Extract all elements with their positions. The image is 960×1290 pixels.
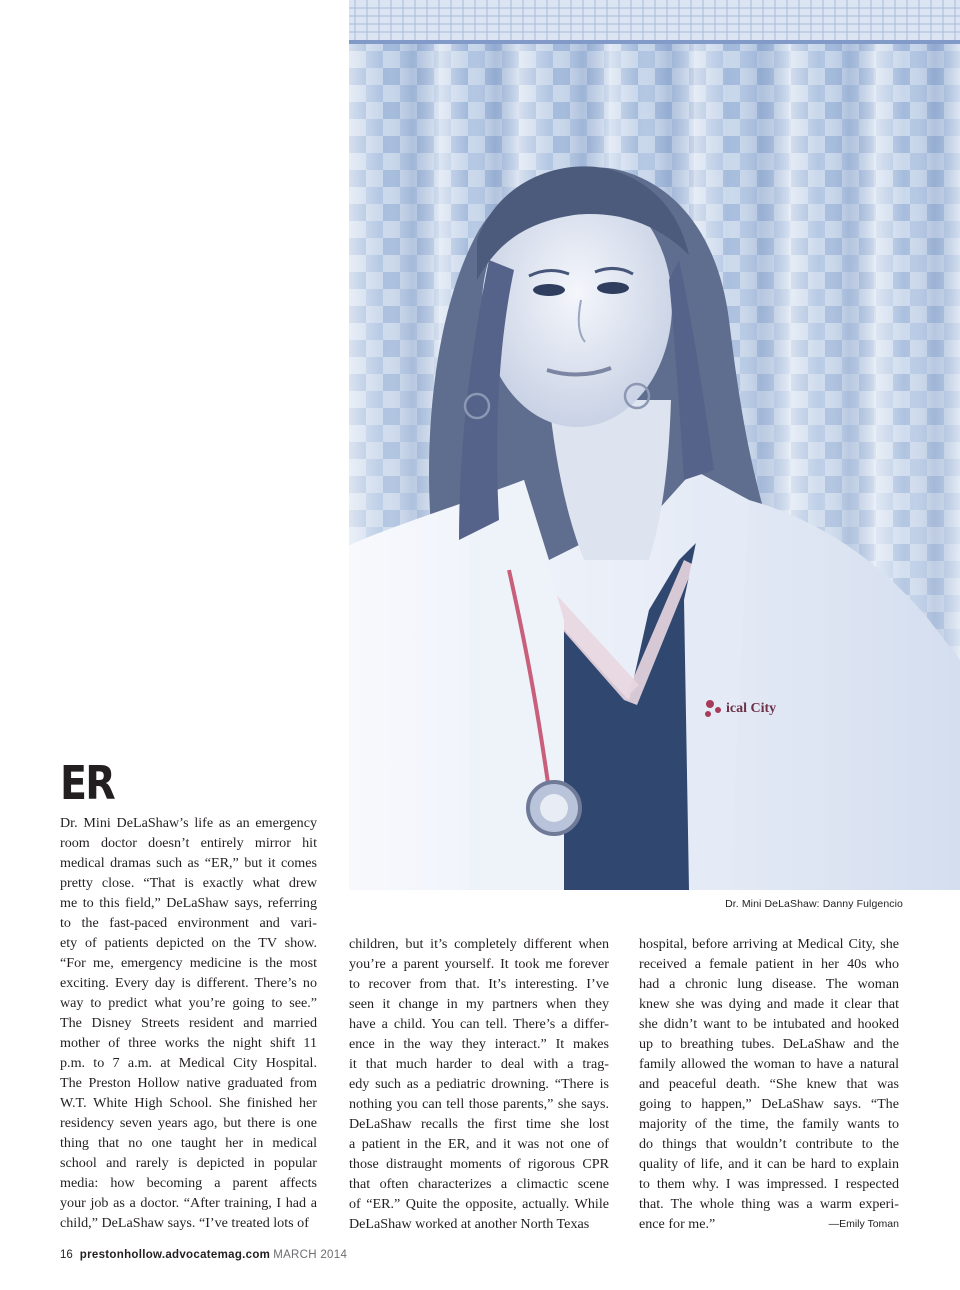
body-line: that. The whole thing was a warm experi-	[639, 1196, 899, 1212]
body-line: going to happen,” DeLaShaw says. “The	[639, 1096, 899, 1112]
body-line: thing that no one taught her in medical	[60, 1135, 317, 1151]
body-column-3	[639, 934, 899, 1234]
body-line: received a female patient in her 40s who	[639, 956, 899, 972]
body-line: way to predict what you’re going to see.”	[60, 995, 317, 1011]
body-line: residency seven years ago, but there is one	[60, 1115, 317, 1131]
body-line: have a child. You can tell. There’s a differ-	[349, 1016, 609, 1032]
body-line: children, but it’s completely different when	[349, 936, 609, 952]
body-line: and peaceful death. “She knew that was	[639, 1076, 899, 1092]
body-line: you’re a parent yourself. It took me forever	[349, 956, 609, 972]
page-number: 16	[60, 1249, 73, 1261]
body-line: Dr. Mini DeLaShaw’s life as an emergency	[60, 815, 317, 831]
body-line: of “ER.” Quite the opposite, actually. While	[349, 1196, 609, 1212]
body-line: exciting. Every day is different. There’s no	[60, 975, 317, 991]
body-line: edy such as a pediatric drowning. “There is	[349, 1076, 609, 1092]
body-line: nothing you can tell those parents,” she says.	[349, 1096, 609, 1112]
body-line: media: how becoming a parent affects	[60, 1175, 317, 1191]
body-line: those distraught moments of rigorous CPR	[349, 1156, 609, 1172]
body-column-1	[60, 813, 317, 1233]
body-line: room doctor doesn’t entirely mirror hit	[60, 835, 317, 851]
body-line: majority of the time, the family wants to	[639, 1116, 899, 1132]
page-footer	[60, 1249, 347, 1261]
article-headline: ER	[60, 756, 115, 810]
author-byline: —Emily Toman	[828, 1218, 899, 1230]
body-line: up to breathing tubes. DeLaShaw and the	[639, 1036, 899, 1052]
body-line: to the fast-paced environment and vari-	[60, 915, 317, 931]
body-line: DeLaShaw recalls the first time she lost	[349, 1116, 609, 1132]
body-line: “For me, emergency medicine is the most	[60, 955, 317, 971]
body-line: The Disney Streets resident and married	[60, 1015, 317, 1031]
body-line: p.m. to 7 a.m. at Medical City Hospital.	[60, 1055, 317, 1071]
body-line: ety of patients depicted on the TV show.	[60, 935, 317, 951]
body-line: that often characterizes a climactic scene	[349, 1176, 609, 1192]
body-line: seen it change in my partners when they	[349, 996, 609, 1012]
body-line: mother of three works the night shift 11	[60, 1035, 317, 1051]
body-line: school and rarely is depicted in popular	[60, 1155, 317, 1171]
body-line: ence for me.”	[639, 1216, 716, 1232]
body-line: to recover from that. It’s interesting. I’ve	[349, 976, 609, 992]
body-line: ence in the way they interact.” It makes	[349, 1036, 609, 1052]
photo-caption: Dr. Mini DeLaShaw: Danny Fulgencio	[725, 898, 903, 910]
body-line: quality of life, and it can be hard to explain	[639, 1156, 899, 1172]
body-line: medical dramas such as “ER,” but it comes	[60, 855, 317, 871]
body-line: W.T. White High School. She finished her	[60, 1095, 317, 1111]
issue-date: MARCH 2014	[273, 1249, 348, 1261]
body-line: a patient in the ER, and it was not one of	[349, 1136, 609, 1152]
website-url: prestonhollow.advocatemag.com	[79, 1249, 271, 1261]
body-line: do things that wouldn’t contribute to the	[639, 1136, 899, 1152]
body-line: to them why. I was impressed. I respected	[639, 1176, 899, 1192]
body-column-2	[349, 934, 609, 1234]
body-line: pretty close. “That is exactly what drew	[60, 875, 317, 891]
body-line: me to this field,” DeLaShaw says, referring	[60, 895, 317, 911]
body-line: it that much harder to deal with a trag-	[349, 1056, 609, 1072]
body-line: The Preston Hollow native graduated from	[60, 1075, 317, 1091]
body-line: family allowed the woman to have a natural	[639, 1056, 899, 1072]
body-line: DeLaShaw worked at another North Texas	[349, 1216, 590, 1232]
body-line: child,” DeLaShaw says. “I’ve treated lots of	[60, 1215, 309, 1231]
body-line: had a chronic lung disease. The woman	[639, 976, 899, 992]
feature-photo	[349, 0, 960, 890]
body-line: your job as a doctor. “After training, I had a	[60, 1195, 317, 1211]
body-line: knew she was dying and made it clear that	[639, 996, 899, 1012]
coat-logo-text: ical City	[726, 701, 777, 716]
body-line: hospital, before arriving at Medical City, she	[639, 936, 899, 952]
body-line: she didn’t want to be intubated and hooked	[639, 1016, 899, 1032]
